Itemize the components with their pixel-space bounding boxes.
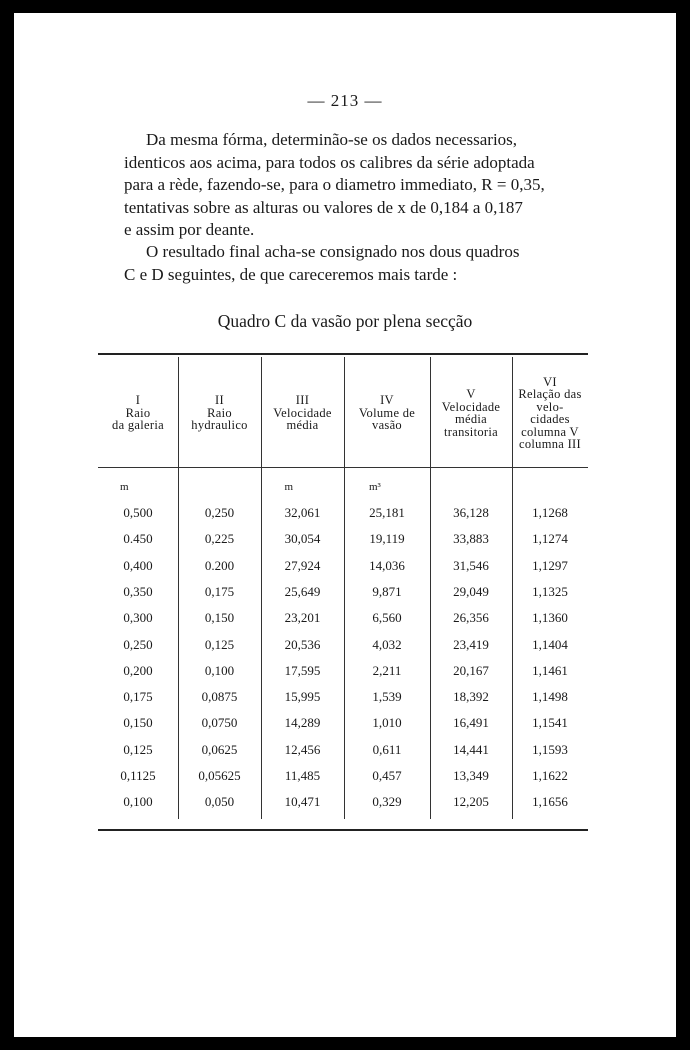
column-header-line: I <box>135 393 141 408</box>
table-cell: 0,200 <box>123 662 153 678</box>
table-cell: 30,054 <box>284 531 321 547</box>
table-cell: 23,419 <box>453 636 489 652</box>
table-cell: 25,181 <box>369 505 405 520</box>
column-header-line: IV <box>380 393 394 408</box>
column-header-line: cidades <box>530 412 570 426</box>
table-cell: 9,871 <box>372 583 402 599</box>
table-cell: 15,995 <box>284 689 321 705</box>
table-cell: 17,595 <box>284 662 321 678</box>
table-cell: 0,250 <box>123 636 153 652</box>
table-cell: 0,225 <box>204 531 235 547</box>
column-header-line: columna V <box>521 424 579 439</box>
table-cell: 1,1274 <box>532 531 568 547</box>
table-cell: 29,049 <box>453 583 489 599</box>
column-header-line: Relação das <box>518 387 582 401</box>
table-row <box>98 715 588 735</box>
column-header-line: da galeria <box>112 418 164 433</box>
table-cell: 0,350 <box>123 583 153 599</box>
table-cell: 0,150 <box>123 715 153 731</box>
table-cell: 31,546 <box>453 557 489 573</box>
page-number: — 213 — <box>307 91 383 110</box>
table-cell: 0,050 <box>204 794 235 810</box>
column-header-line: hydraulico <box>191 418 248 433</box>
table-cell: 20,536 <box>284 636 321 652</box>
table-row <box>98 768 588 788</box>
table-cell: 1,1656 <box>532 794 568 810</box>
table-row <box>98 689 588 709</box>
table-cell: 12,205 <box>453 794 489 810</box>
table-cell: 2,211 <box>372 662 402 678</box>
table-cell: 0,0750 <box>201 715 238 731</box>
column-header <box>98 361 178 465</box>
column-header-line: V <box>466 387 476 401</box>
table-cell: 4,032 <box>372 636 402 652</box>
table-cell: 0,457 <box>372 768 402 783</box>
table-cell: 1,1593 <box>532 741 568 757</box>
table-cell: 0,150 <box>204 610 235 626</box>
column-header-line: II <box>215 393 224 408</box>
paragraph-1-line: para a rède, fazendo-se, para o diametro immediato, R = 0,35, <box>124 175 545 194</box>
table-cell: 11,485 <box>284 768 321 783</box>
column-header-line: velo- <box>536 399 564 414</box>
table-header-rule <box>98 467 588 468</box>
table-row <box>98 505 588 525</box>
paragraph-2-line: O resultado final acha-se consignado nos dous quadros <box>146 242 520 261</box>
table-cell: 0,100 <box>123 794 153 810</box>
column-header-line: Velocidade <box>441 399 501 414</box>
column-header <box>261 361 344 465</box>
table-cell: 23,201 <box>284 610 321 626</box>
table-cell: 0.450 <box>123 531 153 547</box>
table-cell: 27,924 <box>284 557 321 573</box>
table-cell: 14,036 <box>369 557 405 573</box>
table-cell: 14,441 <box>453 741 489 757</box>
paragraph-1-line: e assim por deante. <box>124 220 255 239</box>
table-cell: 1,1498 <box>532 689 568 705</box>
column-header-line: Volume de <box>358 405 416 420</box>
column-header-line: Raio <box>125 405 151 420</box>
table-cell: 32,061 <box>284 505 321 520</box>
table-caption: Quadro C da vasão por plena secção <box>217 311 473 331</box>
paragraph-2-line: C e D seguintes, de que careceremos mais tarde : <box>124 264 458 284</box>
column-unit: m <box>284 481 294 493</box>
paragraph-1 <box>124 129 590 242</box>
book-page <box>14 13 676 1037</box>
table-cell: 33,883 <box>453 531 489 547</box>
paragraph-1-line: Da mesma fórma, determinão-se os dados necessarios, <box>146 130 518 149</box>
table-cell: 0,175 <box>123 689 153 705</box>
table-cell: 1,010 <box>372 715 402 731</box>
column-unit: m³ <box>369 481 381 493</box>
paragraph-1-line: tentativas sobre as alturas ou valores de x de 0,184 a 0,187 <box>124 197 523 217</box>
table-cell: 1,539 <box>372 689 402 705</box>
table-cell: 0,611 <box>372 741 402 757</box>
column-header-line: média <box>454 412 488 426</box>
column-header <box>178 361 261 465</box>
table-cell: 1,1268 <box>532 505 568 520</box>
table-cell: 6,560 <box>372 610 402 626</box>
table-row <box>98 637 588 657</box>
table-row <box>98 610 588 630</box>
table-cell: 0,329 <box>372 794 402 810</box>
table-row <box>98 663 588 683</box>
table-top-rule <box>98 353 588 355</box>
table-cell: 14,289 <box>284 715 321 731</box>
table-row <box>98 531 588 551</box>
paragraph-2 <box>124 241 590 286</box>
column-header <box>512 361 588 465</box>
column-header <box>430 361 512 465</box>
table-cell: 0,175 <box>204 583 235 599</box>
table-bottom-rule <box>98 829 588 831</box>
table-cell: 1,1325 <box>532 583 568 599</box>
table-cell: 1,1541 <box>532 715 568 731</box>
table-cell: 0,400 <box>123 557 153 573</box>
table-cell: 1,1297 <box>532 557 568 573</box>
table-cell: 0,250 <box>204 505 235 520</box>
table-cell: 0,125 <box>123 741 153 757</box>
column-header-line: Raio <box>207 405 232 420</box>
column-unit: m <box>120 481 129 493</box>
table-cell: 1,1622 <box>532 768 568 783</box>
table-cell: 0,0625 <box>201 741 238 757</box>
table-row <box>98 794 588 814</box>
table-cell: 20,167 <box>453 662 489 678</box>
column-header-line: média <box>286 418 319 433</box>
table-cell: 1,1461 <box>532 662 568 678</box>
table-cell: 18,392 <box>453 689 489 705</box>
table-cell: 25,649 <box>284 583 321 599</box>
table-cell: 0,0875 <box>201 689 238 705</box>
table-cell: 19,119 <box>369 531 405 547</box>
table-cell: 10,471 <box>284 794 321 810</box>
table-cell: 26,356 <box>453 610 489 626</box>
table-cell: 0,500 <box>123 505 153 520</box>
table-cell: 0,300 <box>123 610 153 626</box>
table-cell: 0,125 <box>204 636 235 652</box>
column-header-line: VI <box>543 374 557 389</box>
table-cell: 0,100 <box>204 662 235 678</box>
table-cell: 16,491 <box>453 715 489 731</box>
paragraph-1-line: identicos aos acima, para todos os calibres da série adoptada <box>124 152 535 172</box>
table-cell: 36,128 <box>453 505 489 520</box>
column-header-line: Velocidade <box>273 405 332 420</box>
column-header-line: columna III <box>519 437 581 451</box>
column-header <box>344 361 430 465</box>
column-header-line: III <box>295 393 310 408</box>
table-cell: 0.200 <box>204 557 235 573</box>
column-header-line: vasão <box>372 418 402 433</box>
table-cell: 12,456 <box>284 741 321 757</box>
table-row <box>98 558 588 578</box>
table-cell: 0,05625 <box>198 768 241 783</box>
column-header-line: transitoria <box>444 424 498 439</box>
table-row <box>98 584 588 604</box>
table-cell: 0,1125 <box>120 768 156 783</box>
table-row <box>98 742 588 762</box>
table-cell: 1,1360 <box>532 610 568 626</box>
table-cell: 1,1404 <box>532 636 568 652</box>
table-cell: 13,349 <box>453 768 489 783</box>
